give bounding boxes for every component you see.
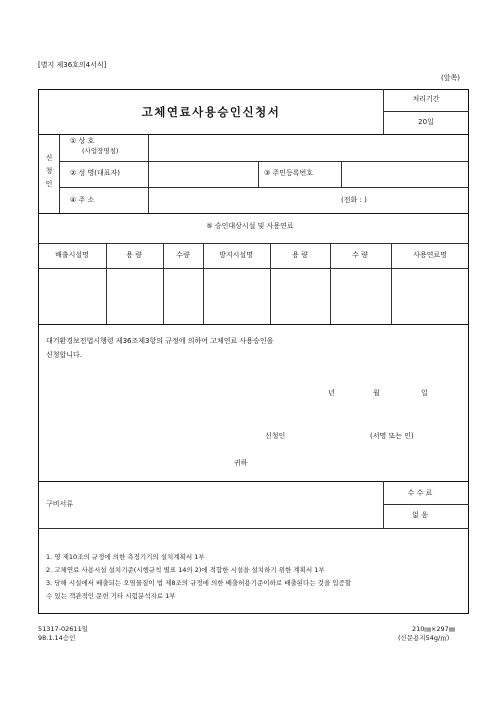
document-item: 3. 당해 시설에서 배출되는 오염물질이 법 제8조의 규정에 의한 배출허용기준이하로 배출된다는 것을 입증할: [46, 579, 352, 587]
processing-period-label: 처리기간: [412, 95, 440, 103]
column-header-emission-facility: 배출시설명: [55, 251, 89, 259]
facility-col-divider-2: [163, 243, 164, 324]
column-header-prevention-capacity: 용 량: [292, 251, 308, 259]
signature-or-seal-label: (서명 또는 인): [370, 432, 414, 440]
required-documents-label: 구비서류: [46, 500, 74, 508]
facility-col-divider-6: [391, 243, 392, 324]
statement-top-border: [38, 324, 469, 325]
documents-top-border: [38, 481, 469, 482]
address-label: ④ 주 소: [70, 196, 95, 204]
processing-divider: [383, 111, 469, 112]
facility-col-divider-3: [203, 243, 204, 324]
form-title: 고체연료사용승인신청서: [141, 105, 281, 119]
addressee-label: 귀하: [234, 459, 248, 467]
page-side-label: (앞쪽): [441, 74, 460, 82]
fee-value: 없 음: [412, 511, 428, 519]
document-item: 1. 영 제10조의 규정에 의한 측정기기의 설치계획서 1부: [46, 553, 205, 561]
statement-line-2: 신청합니다.: [46, 351, 83, 359]
fee-row-divider: [383, 504, 469, 505]
company-name-label: ① 상 호: [70, 137, 95, 145]
resident-number-label: ③ 주민등록번호: [264, 169, 314, 177]
rrn-value-divider: [341, 161, 342, 187]
facility-col-divider-1: [106, 243, 107, 324]
column-header-fuel-name: 사용연료명: [413, 251, 447, 259]
date-month-label: 월: [373, 389, 380, 397]
phone-label: (전화 : ): [341, 196, 367, 204]
paper-size: 210㎜×297㎜: [412, 625, 456, 633]
facility-top-border: [38, 213, 469, 214]
representative-name-label: ② 성 명(대표자): [70, 169, 120, 177]
form-code: 51317-02611일: [38, 625, 88, 633]
document-item: 수 있는 객관적인 문헌 기타 시험분석자료 1부: [46, 592, 176, 600]
facility-col-divider-5: [330, 243, 331, 324]
facility-section-title: ⑤ 승인대상시설 및 사용연료: [206, 222, 294, 230]
name-rrn-divider: [258, 161, 259, 187]
documents-list-border: [38, 528, 469, 529]
form-number: [별지 제36호의4서식]: [38, 61, 107, 69]
approval-date: 98.1.14승인: [38, 634, 76, 642]
applicant-char-1: 신: [45, 154, 53, 162]
processing-period-value: 20일: [418, 118, 434, 126]
date-day-label: 일: [421, 389, 428, 397]
applicant-label-divider: [148, 134, 149, 213]
applicant-group-label: [44, 152, 54, 191]
column-header-prevention-quantity: 수 량: [352, 251, 368, 259]
applicant-group-divider: [59, 134, 60, 213]
applicant-row1-border: [59, 161, 469, 162]
facility-col-divider-4: [270, 243, 271, 324]
facility-header-top: [38, 243, 469, 244]
document-item: 2. 고체연료 사용시설 설치기준(시행규칙 별표 14의 2)에 적합한 시설을 설치하기 위한 계획서 1부: [46, 566, 325, 574]
form-frame: [38, 89, 469, 614]
column-header-quantity: 수량: [176, 251, 190, 259]
column-header-capacity: 용 량: [126, 251, 142, 259]
applicant-top-border: [38, 134, 469, 135]
applicant-char-3: 인: [45, 180, 53, 188]
company-name-sublabel: (사업장명칭): [82, 147, 119, 155]
fee-label: 수 수 료: [407, 489, 433, 497]
statement-line-1: 대기환경보전법시행령 제36조제3항의 규정에 의하여 고체연료 사용승인을: [46, 337, 274, 345]
column-header-prevention-facility: 방지시설명: [219, 251, 253, 259]
facility-header-bottom: [38, 268, 469, 269]
applicant-signature-label: 신청인: [265, 432, 286, 440]
date-year-label: 년: [328, 389, 335, 397]
applicant-char-2: 청: [45, 167, 53, 175]
applicant-row2-border: [59, 187, 469, 188]
paper-type: (신문용지54g/㎡): [398, 634, 450, 642]
